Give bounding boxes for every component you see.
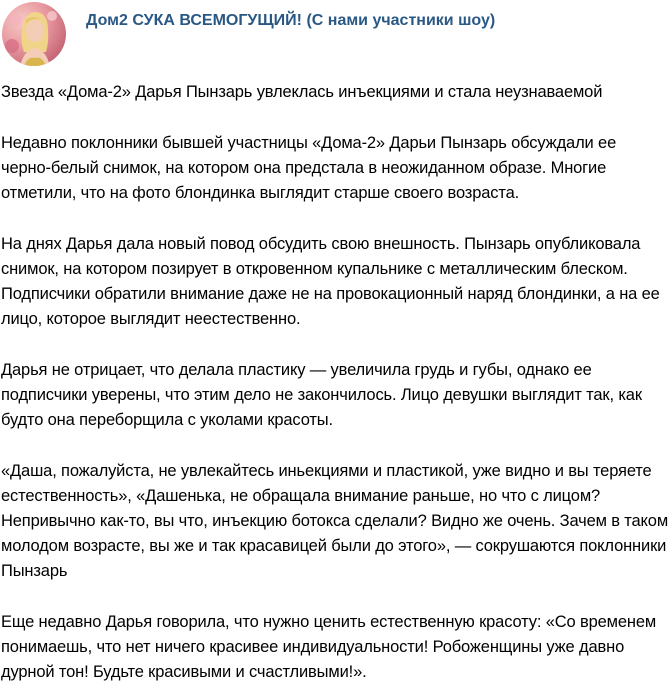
post-paragraph: «Даша, пожалуйста, не увлекайтесь иньекциями и пластикой, уже видно и вы теряете естественность», «Дашенька, не обращала внимание раньше, но что с лицом? Непривычно как-то, вы что, инъекцию ботокса сделали? Видно же очень. Зачем в таком молодом возрасте, вы же и так красавицей были до этого», — сокрушаются поклонники Пынзарь: [1, 462, 669, 580]
post-header: [0, 0, 670, 72]
post-paragraph: Звезда «Дома-2» Дарья Пынзарь увлеклась инъекциями и стала неузнаваемой: [1, 83, 603, 101]
post-paragraph: На днях Дарья дала новый повод обсудить свою внешность. Пынзарь опубликовала снимок, на котором позирует в откровенном купальнике с металлическим блеском. Подписчики обратили внимание даже не на провокационный наряд блондинки, а на ее лицо, которое выглядит неестественно.: [1, 235, 660, 328]
post-paragraph: Недавно поклонники бывшей участницы «Дома-2» Дарьи Пынзарь обсуждали ее черно-белый снимок, на котором она предстала в неожиданном образе. Многие отметили, что на фото блондинка выглядит старше своего возраста.: [1, 134, 617, 202]
post-body: [1, 80, 669, 685]
group-avatar[interactable]: [2, 2, 66, 66]
woman-portrait-avatar-icon: [2, 2, 66, 66]
post-paragraph: Дарья не отрицает, что делала пластику — увеличила грудь и губы, однако ее подписчики уверены, что этим дело не закончилось. Лицо девушки выглядит так, как будто она переборщила с уколами красоты.: [1, 361, 642, 429]
post-paragraph: Еще недавно Дарья говорила, что нужно ценить естественную красоту: «Со временем понимаешь, что нет ничего красивее индивидуальности! Робоженщины уже давно дурной тон! Будьте красивыми и счастливыми!».: [1, 613, 657, 681]
group-name-link[interactable]: Дом2 СУКА ВСЕМОГУЩИЙ! (С нами участники шоу): [86, 12, 496, 29]
